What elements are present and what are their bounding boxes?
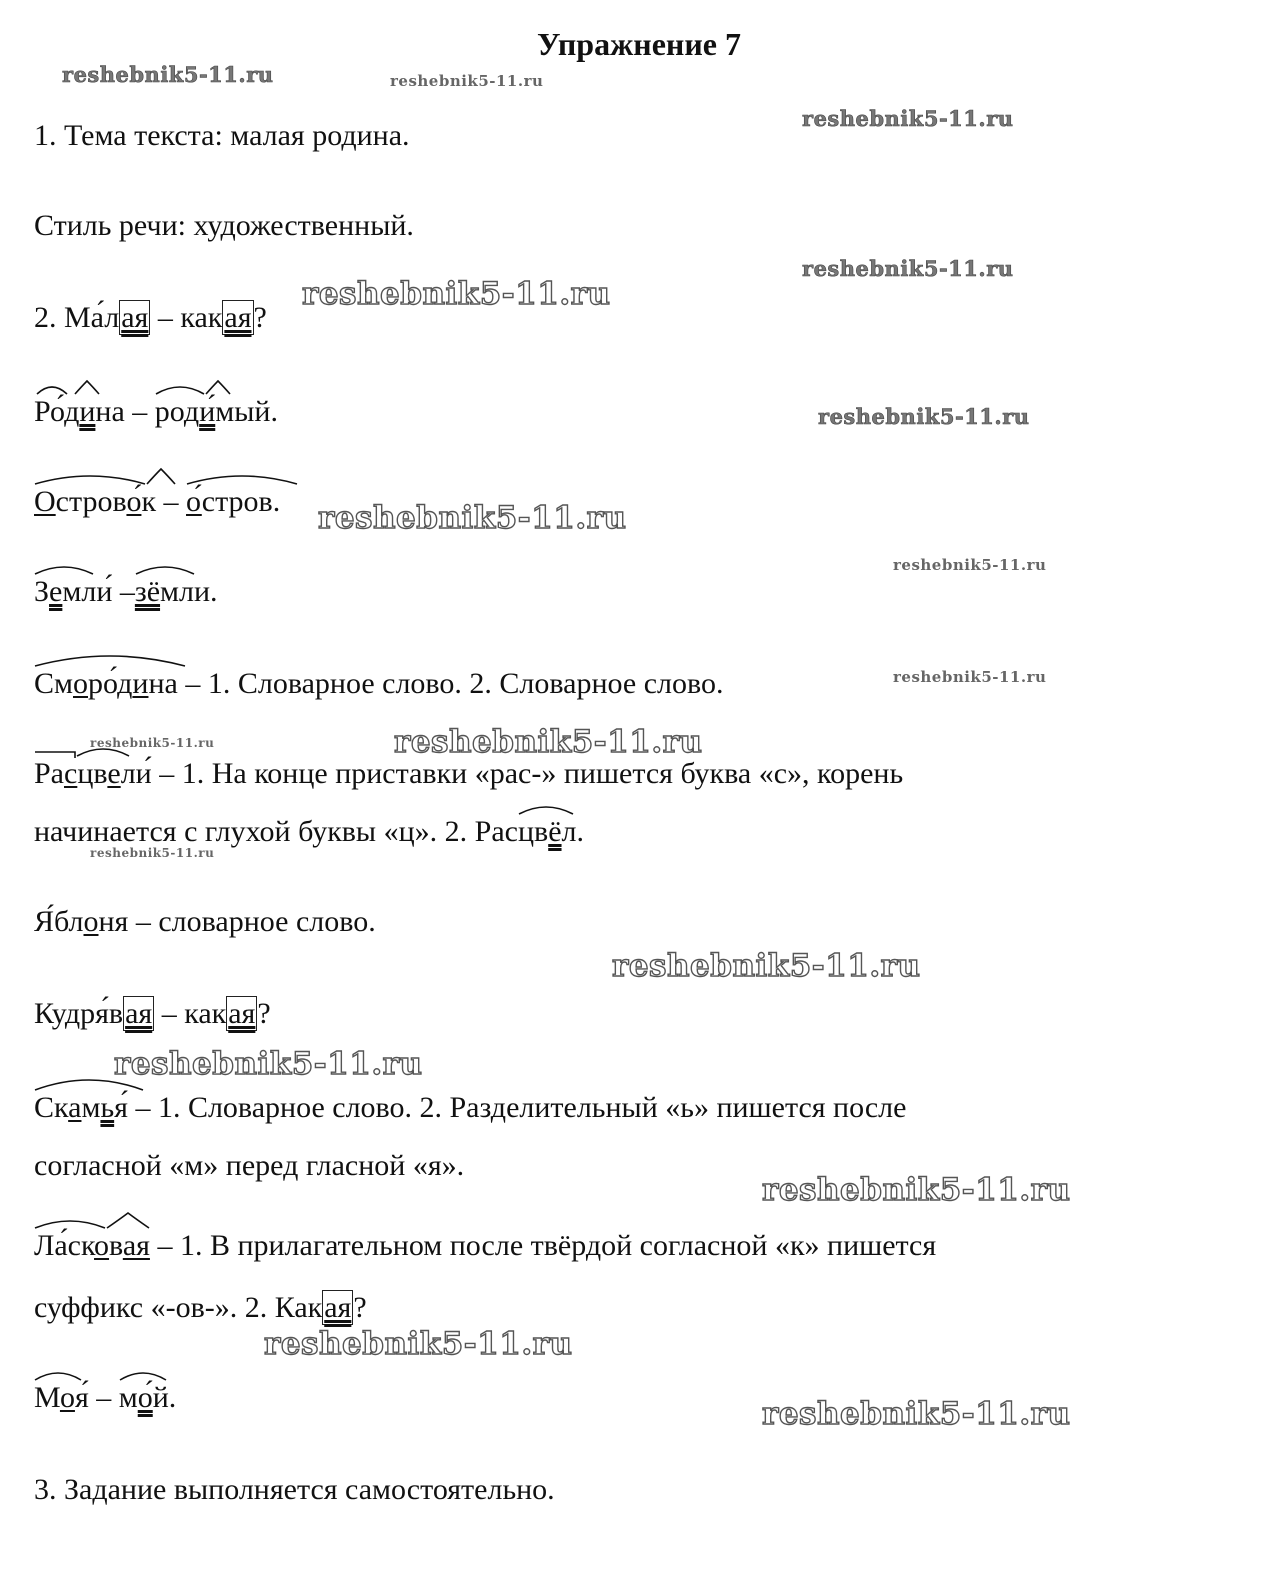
root-arc-mark — [34, 562, 94, 576]
word-laskovaya — [34, 1228, 150, 1264]
line-ostrovok — [34, 484, 280, 520]
root-arc-mark — [155, 382, 205, 396]
root-arc-mark — [34, 472, 146, 486]
line-rastsvel — [34, 814, 584, 850]
root-hat-mark — [205, 380, 231, 396]
line-smorodina — [34, 666, 723, 702]
underlined-vowel: о́ — [126, 485, 142, 518]
underlined-letter: ь — [100, 1091, 115, 1124]
text-style: Стиль речи: художественный. — [34, 209, 414, 242]
root-arc-mark — [34, 1368, 82, 1382]
watermark: reshebnik5-11.ru — [90, 846, 215, 860]
line-rastsveli — [34, 756, 903, 792]
word-zemli — [34, 574, 135, 610]
underlined-vowel: о — [59, 1381, 75, 1414]
text: Р — [34, 395, 50, 428]
underlined-vowel: е — [107, 757, 121, 790]
underlined-vowel: и́ — [199, 395, 216, 428]
text: мый. — [215, 395, 278, 428]
text-task3: 3. Задание выполняется самостоятельно. — [34, 1473, 555, 1506]
underlined-letter: с — [64, 757, 78, 790]
watermark: reshebnik5-11.ru — [394, 724, 703, 760]
text: – как — [154, 997, 227, 1030]
text: я́ — [114, 1091, 128, 1124]
underlined-vowel: О — [34, 485, 56, 518]
text: – 1. На конце приставки «рас-» пишется буква «с», корень — [151, 757, 904, 790]
root-arc-mark — [34, 652, 186, 668]
word-part: 2. Ма́л — [34, 301, 120, 334]
word-moy — [119, 1380, 153, 1416]
text: к – — [141, 485, 187, 518]
line-moya — [34, 1380, 176, 1416]
word-ostrov — [186, 484, 280, 520]
text: начинается с глухой буквы «ц». 2. Рас — [34, 815, 518, 848]
text: суффикс «-ов-». 2. Как — [34, 1291, 323, 1324]
underlined-vowel: о — [83, 905, 99, 938]
text: о́ — [49, 395, 65, 428]
text: мли. — [160, 575, 218, 608]
watermark: reshebnik5-11.ru — [893, 668, 1047, 686]
watermark: reshebnik5-11.ru — [762, 1396, 1071, 1432]
watermark: reshebnik5-11.ru — [318, 500, 627, 536]
line-rodina — [34, 394, 278, 430]
word-skamya — [34, 1090, 128, 1126]
line-yablonya — [34, 904, 376, 940]
text-topic: 1. Тема текста: малая родина. — [34, 119, 410, 152]
line-laskovaya — [34, 1228, 936, 1264]
text: в — [109, 1229, 123, 1262]
text: Кудря́в — [34, 997, 124, 1030]
root-arc-mark — [36, 382, 68, 396]
ending-box: ая — [125, 997, 153, 1030]
line-skamya — [34, 1090, 906, 1126]
watermark: reshebnik5-11.ru — [762, 1172, 1071, 1208]
text: й. — [152, 1381, 177, 1414]
text: Ра — [34, 757, 64, 790]
watermark: reshebnik5-11.ru — [114, 1046, 423, 1082]
root-arc-mark — [518, 802, 574, 816]
text: на – — [95, 395, 155, 428]
watermark: reshebnik5-11.ru — [802, 106, 1014, 131]
word-rodimy — [155, 394, 278, 430]
watermark: reshebnik5-11.ru — [893, 556, 1047, 574]
line-malaya — [34, 300, 267, 336]
watermark: reshebnik5-11.ru — [818, 404, 1030, 429]
underlined-vowel: ё — [548, 815, 562, 848]
line-suffix — [34, 1290, 367, 1326]
underlined-vowel: о — [73, 667, 88, 700]
word-rastsveli — [34, 756, 152, 792]
underlined-vowel: е — [49, 575, 63, 608]
underlined-vowel: о́ — [186, 485, 202, 518]
watermark: reshebnik5-11.ru — [612, 948, 921, 984]
text: ро́ — [88, 667, 118, 700]
text: стров — [55, 485, 127, 518]
text: Ск — [34, 1091, 69, 1124]
word-smorodina — [34, 666, 178, 702]
ending-box: ая — [324, 1291, 352, 1324]
root-arc-mark — [119, 1368, 167, 1382]
page-title: Упражнение 7 — [536, 26, 741, 62]
underlined-vowel: о́ — [137, 1381, 153, 1414]
text: цв — [77, 757, 108, 790]
watermark: reshebnik5-11.ru — [802, 256, 1014, 281]
underlined-vowel: зё — [134, 575, 161, 608]
word-rodina — [34, 394, 95, 430]
text: л. — [561, 815, 585, 848]
text: – 1. В прилагательном после твёрдой согласной «к» пишется — [149, 1229, 937, 1262]
watermark: reshebnik5-11.ru — [390, 72, 544, 90]
watermark: reshebnik5-11.ru — [90, 736, 215, 750]
ending-box: ая — [228, 997, 256, 1030]
word-zyemli — [135, 574, 218, 610]
text: м — [118, 1381, 138, 1414]
text: стров. — [201, 485, 281, 518]
text: ? — [257, 997, 271, 1030]
root-arc-mark — [186, 472, 298, 486]
word-moya — [34, 1380, 75, 1416]
text: – 1. Словарное слово. 2. Разделительный «ь» пишется после — [127, 1091, 907, 1124]
root-arc-mark — [34, 1216, 106, 1230]
text: ня – словарное слово. — [98, 905, 376, 938]
watermark: reshebnik5-11.ru — [62, 62, 274, 87]
text: род — [154, 395, 200, 428]
word-part: – как — [150, 301, 223, 334]
text: Я́бл — [34, 905, 84, 938]
text: М — [34, 1381, 60, 1414]
prefix-mark — [34, 750, 76, 758]
text: ли́ — [120, 757, 152, 790]
text: я́ – — [74, 1381, 119, 1414]
word-tsvel — [518, 814, 562, 850]
underlined-vowel: и — [132, 667, 149, 700]
watermark: reshebnik5-11.ru — [302, 276, 611, 312]
root-arc-mark — [135, 562, 195, 576]
underlined-vowel: а — [68, 1091, 82, 1124]
word-part: ? — [253, 301, 267, 334]
word-ostrovok — [34, 484, 141, 520]
text: – 1. Словарное слово. 2. Словарное слово. — [177, 667, 724, 700]
text: З — [34, 575, 50, 608]
ending-box: ая — [121, 301, 149, 334]
ending-box: ая — [224, 301, 252, 334]
underlined-vowel: ая — [122, 1229, 150, 1262]
underlined-vowel: и — [79, 395, 96, 428]
root-hat-mark — [74, 380, 100, 396]
text: м — [81, 1091, 101, 1124]
line-zemli — [34, 574, 218, 610]
text: д — [117, 667, 133, 700]
text: ? — [353, 1291, 367, 1324]
underlined-vowel: о — [94, 1229, 110, 1262]
suffix-hat-mark — [106, 1212, 150, 1230]
text: См — [34, 667, 73, 700]
watermark: reshebnik5-11.ru — [264, 1326, 573, 1362]
line-kudryavaya — [34, 996, 271, 1032]
text: на — [148, 667, 178, 700]
text-skamya-cont: согласной «м» перед гласной «я». — [34, 1149, 465, 1182]
text: цв — [517, 815, 549, 848]
text: д — [64, 395, 80, 428]
text: мли́ – — [62, 575, 135, 608]
suffix-hat-mark — [146, 468, 176, 486]
text: Ла́ск — [34, 1229, 95, 1262]
